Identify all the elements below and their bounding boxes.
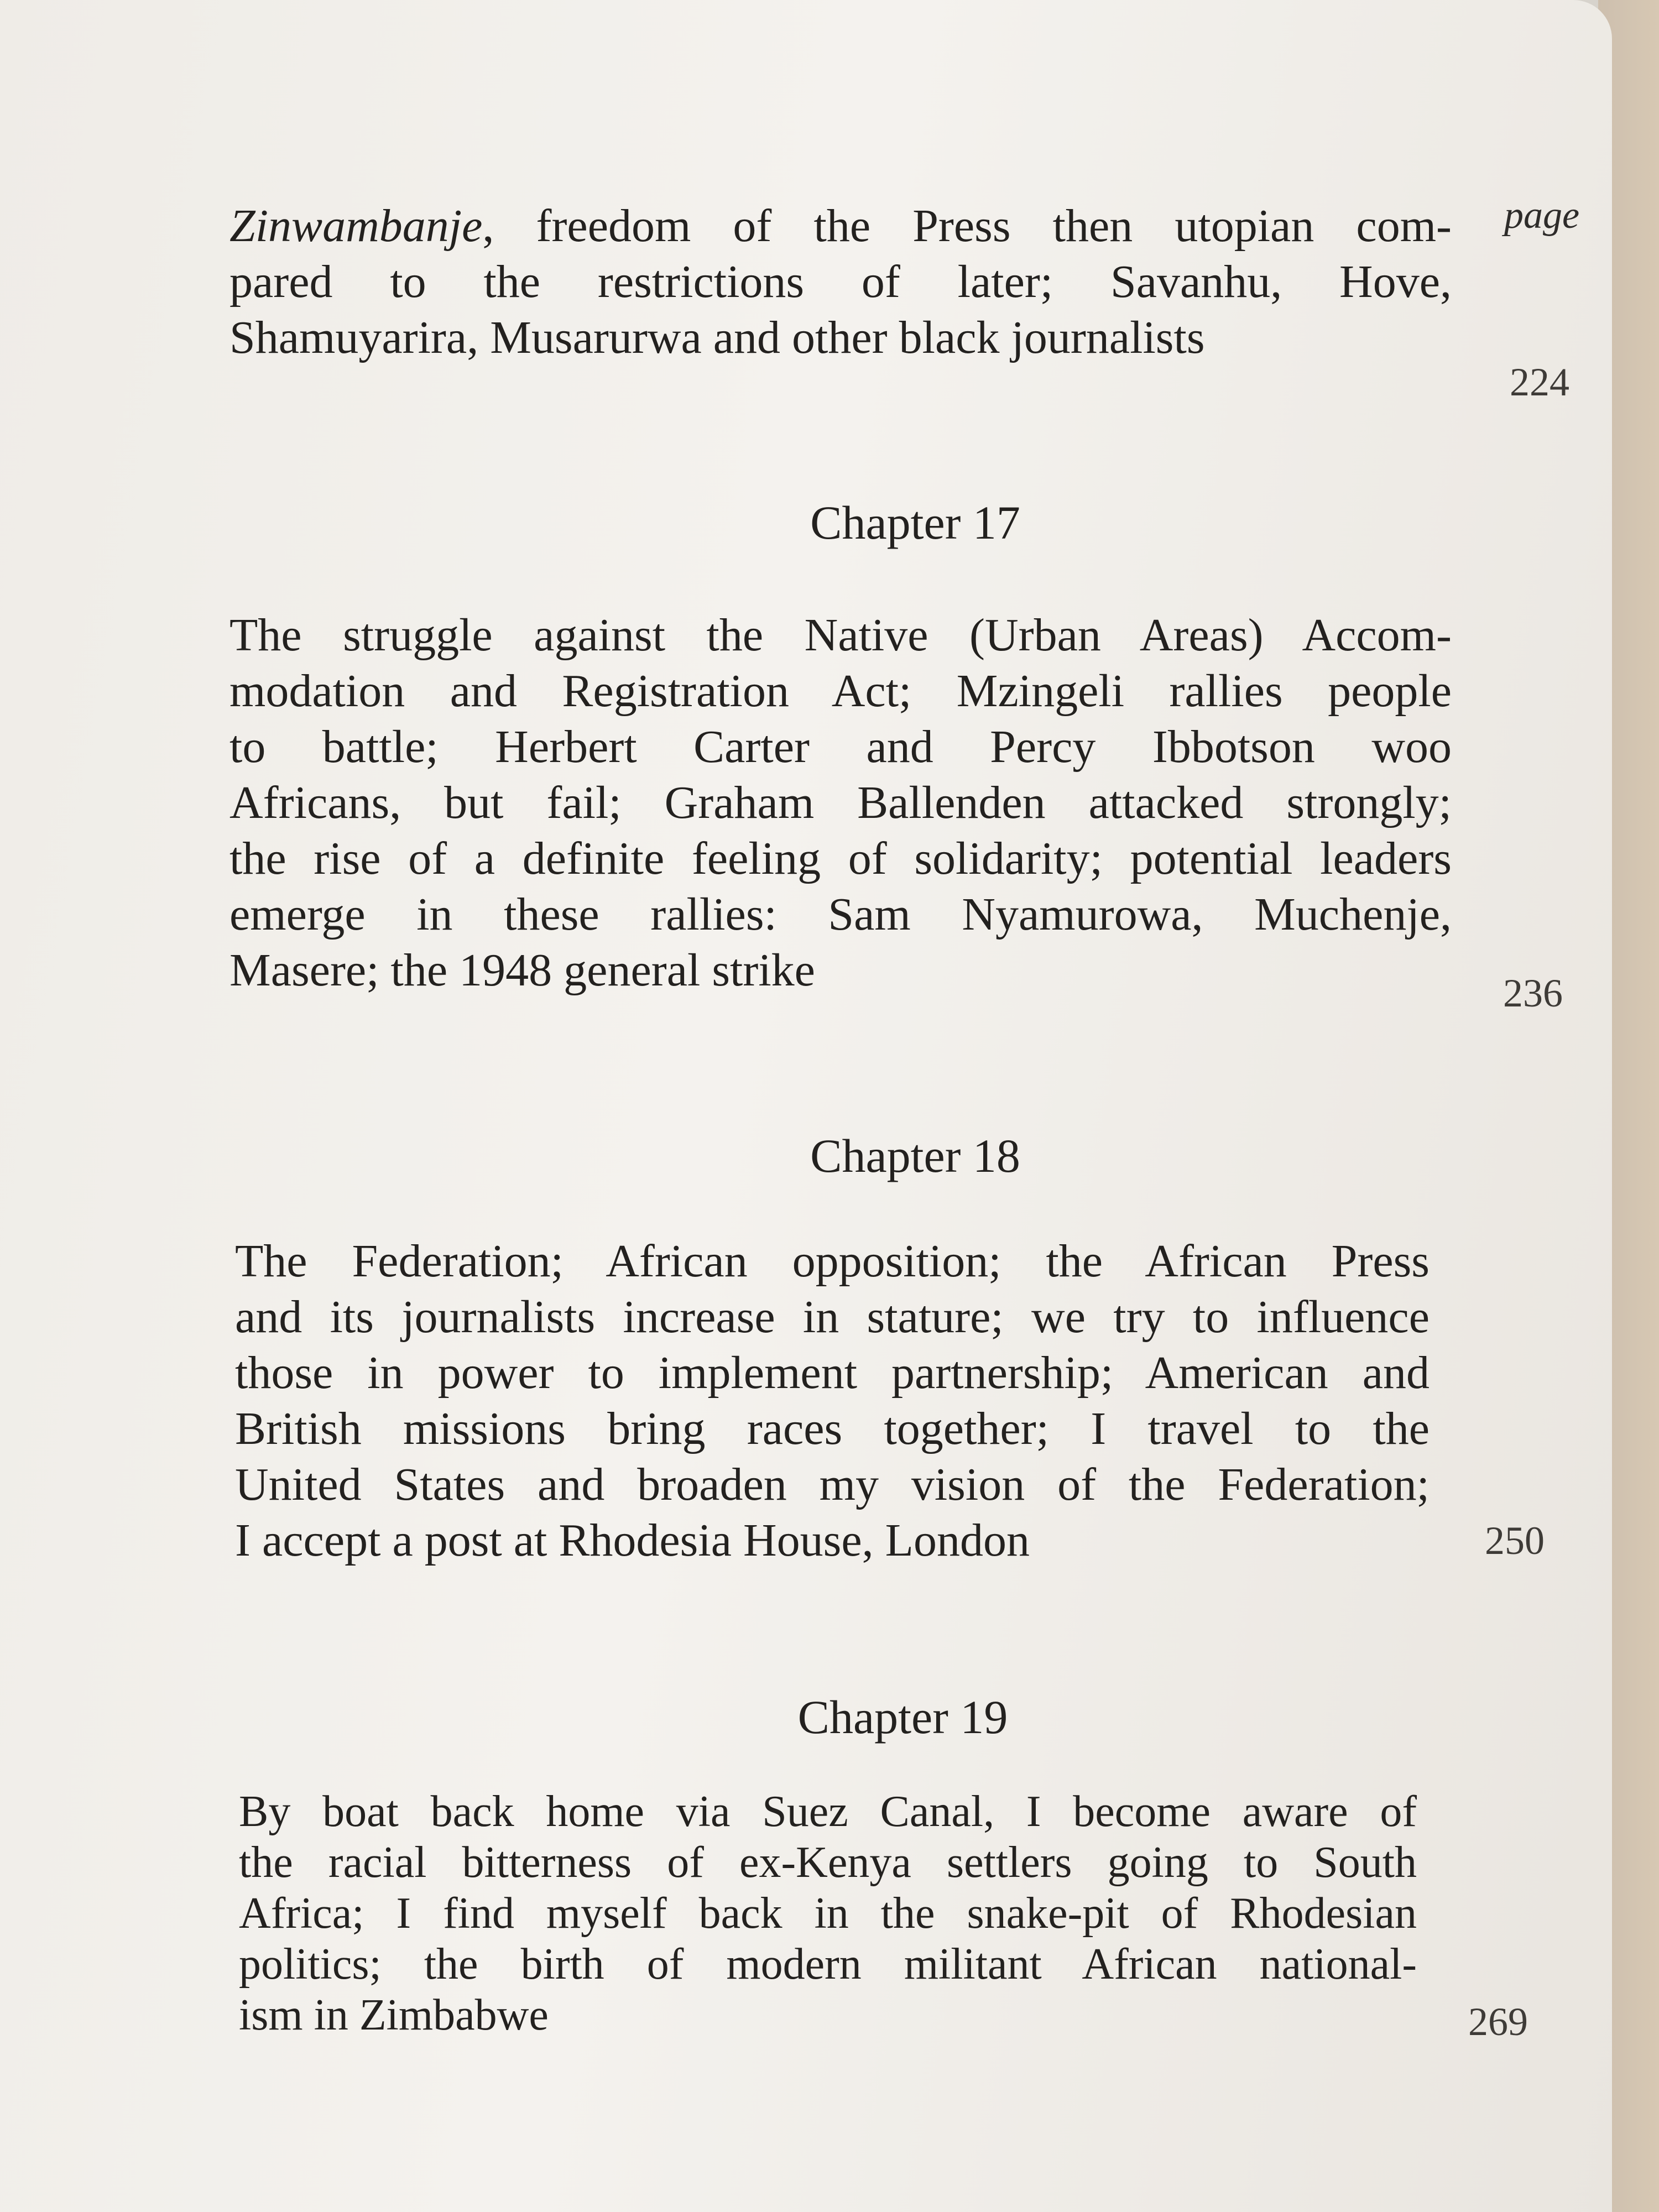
page-number: 269 — [1468, 2000, 1528, 2044]
toc-entry-chapter-19 — [239, 1786, 1417, 2041]
toc-line: Africa; I find myself back in the snake-pit of Rhodesian — [239, 1889, 1417, 1938]
toc-entry-intro — [229, 198, 1452, 366]
page-number: 224 — [1510, 360, 1569, 404]
toc-entry-chapter-17 — [229, 607, 1452, 998]
toc-line: emerge in these rallies: Sam Nyamurowa, Muchenje, — [229, 889, 1452, 940]
toc-line: Shamuyarira, Musarurwa and other black journalists — [229, 312, 1205, 363]
toc-line: Masere; the 1948 general strike — [229, 945, 815, 996]
chapter-title: Chapter 17 — [810, 496, 1020, 549]
toc-line: United States and broaden my vision of the Federation; — [235, 1459, 1430, 1510]
page-number: 236 — [1503, 971, 1563, 1015]
toc-line: Zinwambanje, freedom of the Press then utopian com- — [229, 200, 1452, 252]
toc-line: By boat back home via Suez Canal, I become aware of — [239, 1787, 1417, 1836]
page-column-label: page — [1504, 194, 1580, 237]
toc-line: the racial bitterness of ex-Kenya settlers going to South — [239, 1838, 1417, 1887]
toc-line: Africans, but fail; Graham Ballenden attacked strongly; — [229, 777, 1452, 828]
toc-line: British missions bring races together; I travel to the — [235, 1403, 1430, 1454]
toc-line: ism in Zimbabwe — [239, 1991, 549, 2039]
toc-line: I accept a post at Rhodesia House, London — [235, 1515, 1030, 1566]
chapter-title: Chapter 18 — [810, 1129, 1020, 1182]
toc-line: pared to the restrictions of later; Savanhu, Hove, — [229, 256, 1452, 307]
toc-line: The Federation; African opposition; the African Press — [235, 1235, 1430, 1287]
toc-entry-chapter-18 — [235, 1233, 1430, 1568]
toc-line: and its journalists increase in stature; we try to influence — [235, 1291, 1430, 1343]
toc-line: to battle; Herbert Carter and Percy Ibbotson woo — [229, 721, 1452, 773]
toc-line: those in power to implement partnership; American and — [235, 1347, 1430, 1399]
toc-line: The struggle against the Native (Urban Areas) Accom- — [229, 609, 1452, 661]
chapter-title: Chapter 19 — [797, 1691, 1008, 1744]
toc-line: modation and Registration Act; Mzingeli rallies people — [229, 665, 1452, 717]
toc-line: politics; the birth of modern militant African national- — [239, 1940, 1417, 1989]
toc-line: the rise of a definite feeling of solidarity; potential leaders — [229, 833, 1452, 884]
page-number: 250 — [1485, 1519, 1545, 1563]
italic-title: Zinwambanje — [229, 200, 483, 252]
